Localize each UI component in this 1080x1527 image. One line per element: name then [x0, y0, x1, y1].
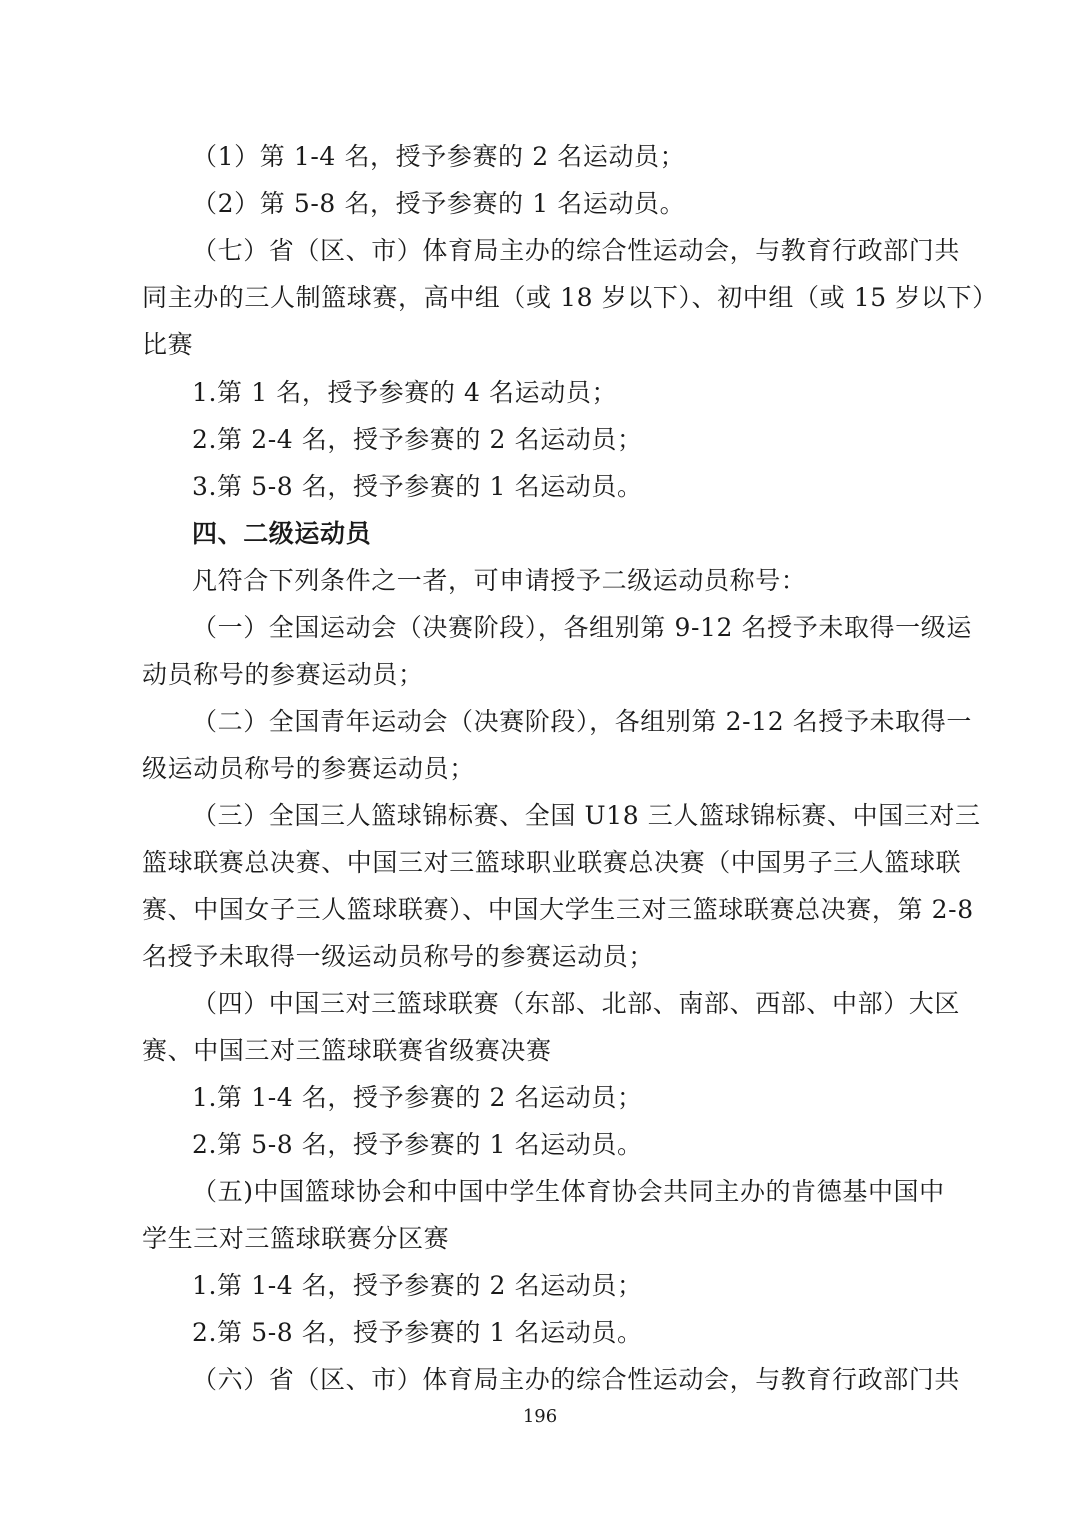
- text-line: （六）省（区、市）体育局主办的综合性运动会，与教育行政部门共: [192, 1365, 961, 1394]
- text-line: 凡符合下列条件之一者，可申请授予二级运动员称号：: [192, 566, 807, 595]
- text-line: 篮球联赛总决赛、中国三对三篮球职业联赛总决赛（中国男子三人篮球联: [142, 848, 962, 877]
- text-line: 赛、中国女子三人篮球联赛）、中国大学生三对三篮球联赛总决赛，第 2-8: [142, 895, 974, 924]
- text-line: 学生三对三篮球联赛分区赛: [142, 1224, 450, 1253]
- text-line: 2.第 2-4 名，授予参赛的 2 名运动员；: [192, 425, 643, 454]
- text-line: （二）全国青年运动会（决赛阶段），各组别第 2-12 名授予未取得一: [192, 707, 972, 736]
- text-line: （四）中国三对三篮球联赛（东部、北部、南部、西部、中部）大区: [192, 989, 961, 1018]
- text-line: 比赛: [142, 330, 194, 359]
- text-line: 级运动员称号的参赛运动员；: [142, 754, 475, 783]
- page-number: 196: [522, 1406, 558, 1427]
- text-line: 名授予未取得一级运动员称号的参赛运动员；: [142, 942, 655, 971]
- text-line: 2.第 5-8 名，授予参赛的 1 名运动员。: [192, 1130, 643, 1159]
- text-line: （一）全国运动会（决赛阶段），各组别第 9-12 名授予未取得一级运: [192, 613, 972, 642]
- text-line: （2）第 5-8 名，授予参赛的 1 名运动员。: [192, 189, 686, 218]
- text-line: 1.第 1-4 名，授予参赛的 2 名运动员；: [192, 1271, 643, 1300]
- section-heading: 四、二级运动员: [192, 519, 372, 548]
- text-line: 2.第 5-8 名，授予参赛的 1 名运动员。: [192, 1318, 643, 1347]
- text-line: 3.第 5-8 名，授予参赛的 1 名运动员。: [192, 472, 643, 501]
- text-line: 1.第 1-4 名，授予参赛的 2 名运动员；: [192, 1083, 643, 1112]
- text-line: 同主办的三人制篮球赛，高中组（或 18 岁以下）、初中组（或 15 岁以下）: [142, 283, 998, 312]
- text-line: （五)中国篮球协会和中国中学生体育协会共同主办的肯德基中国中: [192, 1177, 945, 1206]
- text-line: （七）省（区、市）体育局主办的综合性运动会，与教育行政部门共: [192, 236, 961, 265]
- text-line: 赛、中国三对三篮球联赛省级赛决赛: [142, 1036, 552, 1065]
- text-line: （1）第 1-4 名，授予参赛的 2 名运动员；: [192, 142, 686, 171]
- text-line: 1.第 1 名，授予参赛的 4 名运动员；: [192, 378, 618, 407]
- text-line: （三）全国三人篮球锦标赛、全国 U18 三人篮球锦标赛、中国三对三: [192, 801, 981, 830]
- text-line: 动员称号的参赛运动员；: [142, 660, 424, 689]
